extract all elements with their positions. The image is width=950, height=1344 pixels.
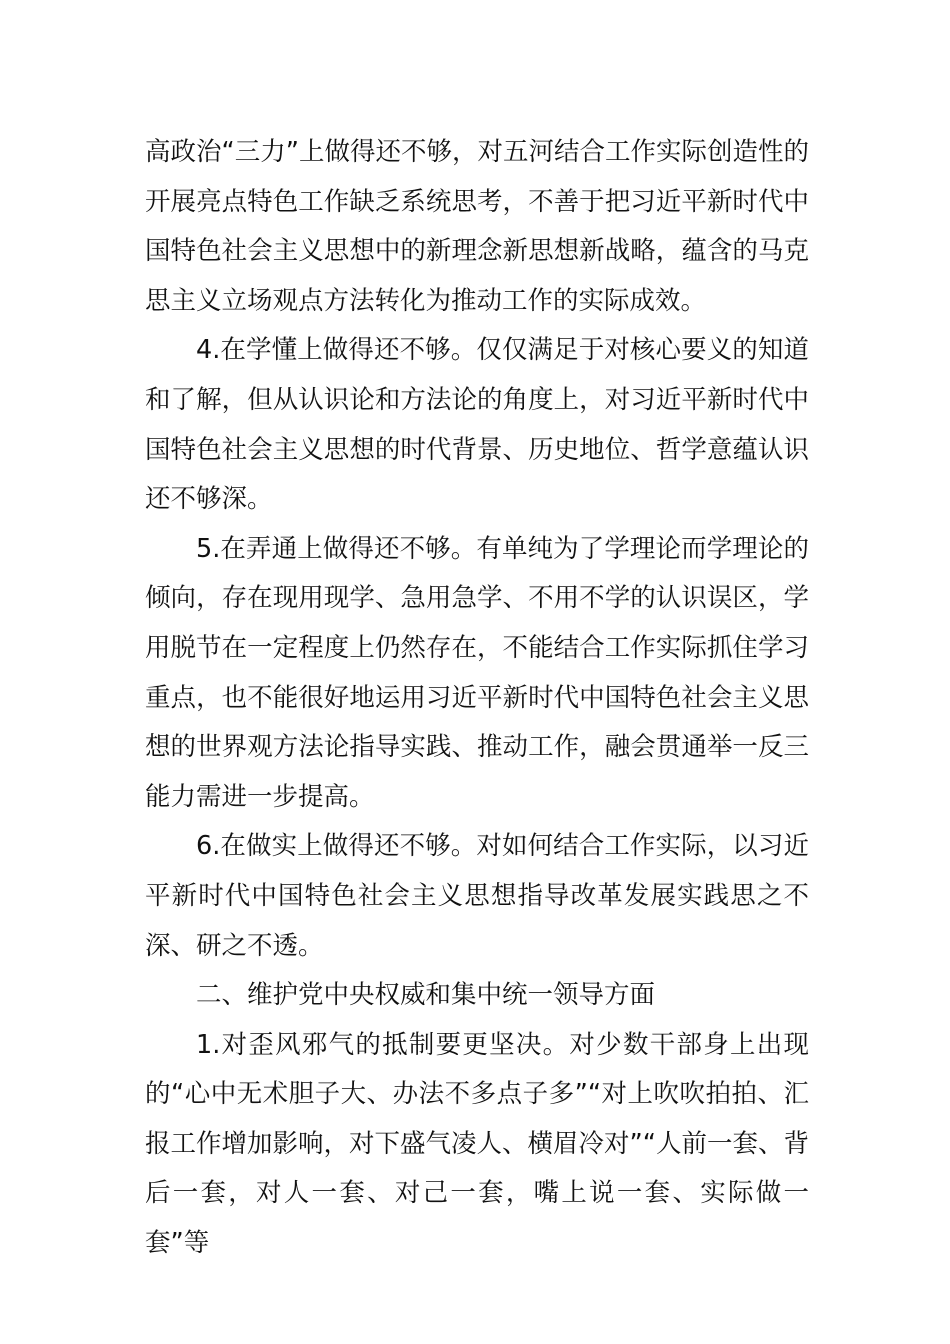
document-body bbox=[145, 128, 809, 1269]
paragraph-item-6: 6.在做实上做得还不够。对如何结合工作实际，以习近平新时代中国特色社会主义思想指导改革发展实践思之不深、研之不透。 bbox=[145, 831, 809, 961]
paragraph-section-2-item-1: 1.对歪风邪气的抵制要更坚决。对少数干部身上出现的“心中无术胆子大、办法不多点子多”“对上吹吹拍拍、汇报工作增加影响，对下盛气凌人、横眉冷对”“人前一套、背后一套，对人一套、对己一套，嘴上说一套、实际做一套”等 bbox=[145, 1029, 809, 1259]
paragraph-item-5: 5.在弄通上做得还不够。有单纯为了学理论而学理论的倾向，存在现用现学、急用急学、不用不学的认识误区，学用脱节在一定程度上仍然存在，不能结合工作实际抓住学习重点，也不能很好地运用习近平新时代中国特色社会主义思想的世界观方法论指导实践、推动工作，融会贯通举一反三能力需进一步提高。 bbox=[145, 533, 809, 812]
paragraph-item-4: 4.在学懂上做得还不够。仅仅满足于对核心要义的知道和了解，但从认识论和方法论的角度上，对习近平新时代中国特色社会主义思想的时代背景、历史地位、哲学意蕴认识还不够深。 bbox=[145, 335, 809, 515]
section-heading-2: 二、维护党中央权威和集中统一领导方面 bbox=[196, 980, 656, 1011]
paragraph-continuation: 高政治“三力”上做得还不够，对五河结合工作实际创造性的开展亮点特色工作缺乏系统思考，不善于把习近平新时代中国特色社会主义思想中的新理念新思想新战略，蕴含的马克思主义立场观点方法转化为推动工作的实际成效。 bbox=[145, 137, 809, 316]
